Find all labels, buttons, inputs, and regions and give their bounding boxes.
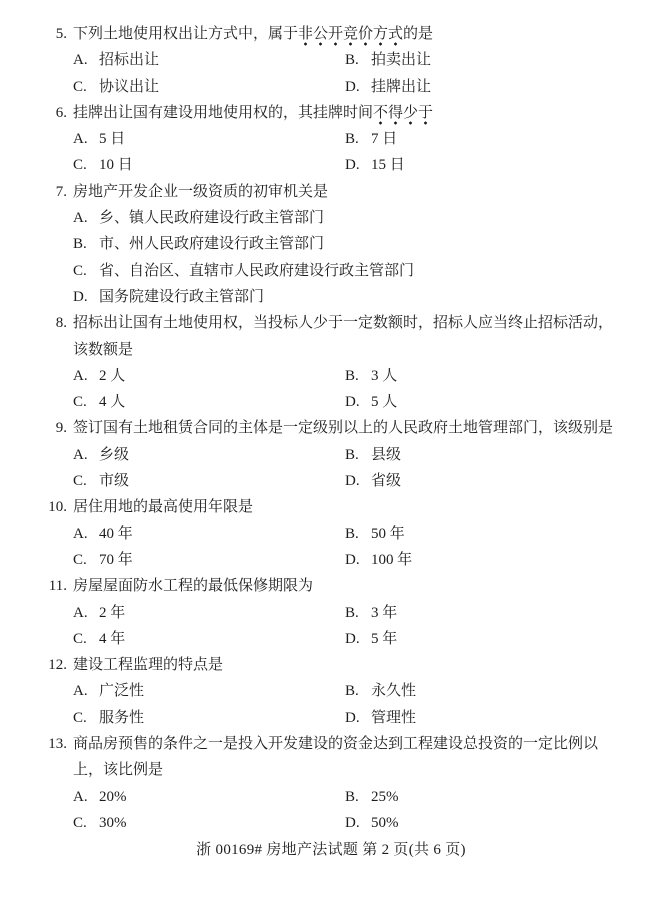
- question-stem-line: [0, 573, 662, 599]
- option-text: 永久性: [371, 683, 417, 700]
- option-text: 2 年: [99, 604, 126, 621]
- option: [73, 600, 345, 626]
- option: [345, 784, 642, 810]
- question-stem-line: [0, 415, 662, 441]
- option-label: C.: [73, 157, 87, 174]
- option-label: A.: [73, 52, 88, 69]
- option-label: A.: [73, 525, 88, 542]
- option-row: [0, 74, 662, 100]
- option: [73, 74, 345, 100]
- option-label: B.: [345, 525, 359, 542]
- question-number: 11.: [48, 578, 67, 595]
- option: [345, 521, 642, 547]
- option-label: D.: [345, 157, 360, 174]
- option-row: [0, 626, 662, 652]
- question-number: 10.: [48, 499, 67, 516]
- option: [73, 389, 345, 415]
- stem-text: 招标出让国有土地使用权，当投标人少于一定数额时，招标人应当终止招标活动，: [73, 315, 614, 332]
- option-label: B.: [73, 236, 87, 253]
- option-text: 30%: [99, 814, 127, 831]
- option-text: 3 年: [371, 604, 398, 621]
- option: [345, 442, 642, 468]
- option-text: 25%: [371, 788, 399, 805]
- option-row: [0, 363, 662, 389]
- option-label: C.: [73, 814, 87, 831]
- option-label: A.: [73, 788, 88, 805]
- option: [345, 810, 642, 836]
- option: [345, 626, 642, 652]
- question-number: 8.: [55, 315, 67, 332]
- option: [345, 678, 642, 704]
- option-text: 20%: [99, 788, 127, 805]
- option-label: C.: [73, 78, 87, 95]
- option-row: [0, 784, 662, 810]
- option: [73, 152, 345, 178]
- question-stem-line: [0, 21, 662, 47]
- option-label: A.: [73, 446, 88, 463]
- question-item: [0, 494, 662, 573]
- option-text: 乡、镇人民政府建设行政主管部门: [99, 210, 325, 227]
- option: [73, 468, 345, 494]
- option-text: 70 年: [99, 551, 133, 568]
- question-item: [0, 179, 662, 310]
- option-label: B.: [345, 131, 359, 148]
- option: [73, 284, 642, 310]
- question-item: [0, 652, 662, 731]
- option-label: B.: [345, 446, 359, 463]
- option-label: A.: [73, 210, 88, 227]
- question-stem-line: [0, 100, 662, 126]
- question-number: 12.: [48, 657, 67, 674]
- option-text: 7 日: [371, 131, 398, 148]
- option-text: 40 年: [99, 525, 133, 542]
- option: [73, 205, 642, 231]
- option: [73, 626, 345, 652]
- question-number: 7.: [55, 183, 67, 200]
- option-text: 乡级: [99, 446, 130, 463]
- stem-text: 房屋屋面防水工程的最低保修期限为: [73, 578, 314, 595]
- emphasized-stem-text: 不得少于: [373, 105, 433, 125]
- option-row: [0, 126, 662, 152]
- question-item: [0, 21, 662, 100]
- option-label: B.: [345, 683, 359, 700]
- option: [73, 547, 345, 573]
- question-number: 13.: [48, 736, 67, 753]
- question-list: [0, 21, 662, 836]
- stem-text: 的是: [403, 26, 434, 42]
- option-label: B.: [345, 604, 359, 621]
- option-text: 省级: [371, 473, 402, 490]
- option-label: C.: [73, 630, 87, 647]
- option-row: [0, 231, 662, 257]
- option-label: C.: [73, 709, 87, 726]
- option-text: 5 年: [371, 630, 398, 647]
- option-row: [0, 521, 662, 547]
- option-text: 5 人: [371, 394, 398, 411]
- option-text: 服务性: [99, 709, 145, 726]
- option-row: [0, 810, 662, 836]
- question-stem-line: [0, 757, 662, 783]
- option-text: 挂牌出让: [371, 78, 432, 95]
- option: [345, 74, 642, 100]
- option-label: A.: [73, 131, 88, 148]
- option-text: 管理性: [371, 709, 417, 726]
- option-label: A.: [73, 604, 88, 621]
- option-row: [0, 442, 662, 468]
- option-text: 15 日: [371, 157, 405, 174]
- option: [345, 363, 642, 389]
- question-stem-line: [0, 179, 662, 205]
- option: [345, 152, 642, 178]
- option-label: D.: [345, 473, 360, 490]
- option: [73, 521, 345, 547]
- option-label: D.: [345, 709, 360, 726]
- option: [73, 705, 345, 731]
- option: [345, 547, 642, 573]
- option: [73, 784, 345, 810]
- option: [73, 810, 345, 836]
- option-label: A.: [73, 367, 88, 384]
- stem-text: 下列土地使用权出让方式中，属于: [73, 26, 299, 42]
- option-text: 市级: [99, 473, 130, 490]
- question-item: [0, 310, 662, 415]
- option-label: D.: [345, 814, 360, 831]
- page-footer: 浙 00169# 房地产法试题 第 2 页(共 6 页): [196, 842, 466, 859]
- option-text: 市、州人民政府建设行政主管部门: [99, 236, 325, 253]
- option-label: A.: [73, 683, 88, 700]
- option-label: C.: [73, 473, 87, 490]
- option-label: C.: [73, 394, 87, 411]
- option: [73, 442, 345, 468]
- option-text: 10 日: [99, 157, 133, 174]
- option-row: [0, 284, 662, 310]
- question-stem-line: [0, 337, 662, 363]
- question-stem-line: [0, 494, 662, 520]
- option-text: 2 人: [99, 367, 126, 384]
- option-text: 3 人: [371, 367, 398, 384]
- option-label: B.: [345, 367, 359, 384]
- option-text: 4 年: [99, 630, 126, 647]
- option: [345, 705, 642, 731]
- option: [345, 126, 642, 152]
- question-stem-line: [0, 310, 662, 336]
- option-row: [0, 705, 662, 731]
- option: [73, 363, 345, 389]
- option: [73, 258, 642, 284]
- option-text: 广泛性: [99, 683, 145, 700]
- option-text: 100 年: [371, 551, 413, 568]
- option: [345, 468, 642, 494]
- question-item: [0, 415, 662, 494]
- option: [73, 231, 642, 257]
- option-text: 50%: [371, 814, 399, 831]
- option-text: 县级: [371, 446, 402, 463]
- option-text: 5 日: [99, 131, 126, 148]
- option-row: [0, 389, 662, 415]
- question-item: [0, 731, 662, 836]
- option: [73, 47, 345, 73]
- question-item: [0, 100, 662, 179]
- stem-text: 房地产开发企业一级资质的初审机关是: [73, 183, 329, 200]
- question-number: 5.: [55, 26, 67, 42]
- option-text: 4 人: [99, 394, 126, 411]
- option: [345, 389, 642, 415]
- question-number: 6.: [55, 104, 67, 121]
- option-text: 50 年: [371, 525, 405, 542]
- option-label: B.: [345, 788, 359, 805]
- stem-text: 挂牌出让国有建设用地使用权的，其挂牌时间: [73, 104, 374, 121]
- option-label: D.: [345, 78, 360, 95]
- option-row: [0, 547, 662, 573]
- question-stem-line: [0, 652, 662, 678]
- option-row: [0, 678, 662, 704]
- question-number: 9.: [55, 420, 67, 437]
- option-label: C.: [73, 262, 87, 279]
- option-row: [0, 47, 662, 73]
- option-label: D.: [345, 630, 360, 647]
- question-item: [0, 573, 662, 652]
- option: [73, 678, 345, 704]
- question-stem-line: [0, 731, 662, 757]
- option-text: 协议出让: [99, 78, 160, 95]
- option: [73, 126, 345, 152]
- option-label: B.: [345, 52, 359, 69]
- option-label: D.: [73, 288, 88, 305]
- option-row: [0, 468, 662, 494]
- option: [345, 600, 642, 626]
- option-row: [0, 258, 662, 284]
- stem-text: 签订国有土地租赁合同的主体是一定级别以上的人民政府土地管理部门，该级别是: [73, 420, 614, 437]
- option-row: [0, 152, 662, 178]
- option-text: 省、自治区、直辖市人民政府建设行政主管部门: [99, 262, 415, 279]
- stem-text: 上，该比例是: [73, 762, 164, 779]
- option-row: [0, 600, 662, 626]
- emphasized-stem-text: 非公开竞价方式: [298, 26, 403, 46]
- stem-text: 商品房预售的条件之一是投入开发建设的资金达到工程建设总投资的一定比例以: [73, 736, 599, 753]
- option-label: D.: [345, 394, 360, 411]
- exam-page: [0, 21, 662, 864]
- option-row: [0, 205, 662, 231]
- option-label: D.: [345, 551, 360, 568]
- stem-text: 建设工程监理的特点是: [73, 657, 224, 674]
- option-text: 招标出让: [99, 52, 160, 69]
- stem-text: 居住用地的最高使用年限是: [73, 499, 254, 516]
- option-text: 国务院建设行政主管部门: [99, 288, 265, 305]
- option: [345, 47, 642, 73]
- option-label: C.: [73, 551, 87, 568]
- stem-text: 该数额是: [73, 341, 134, 358]
- option-text: 拍卖出让: [371, 52, 432, 69]
